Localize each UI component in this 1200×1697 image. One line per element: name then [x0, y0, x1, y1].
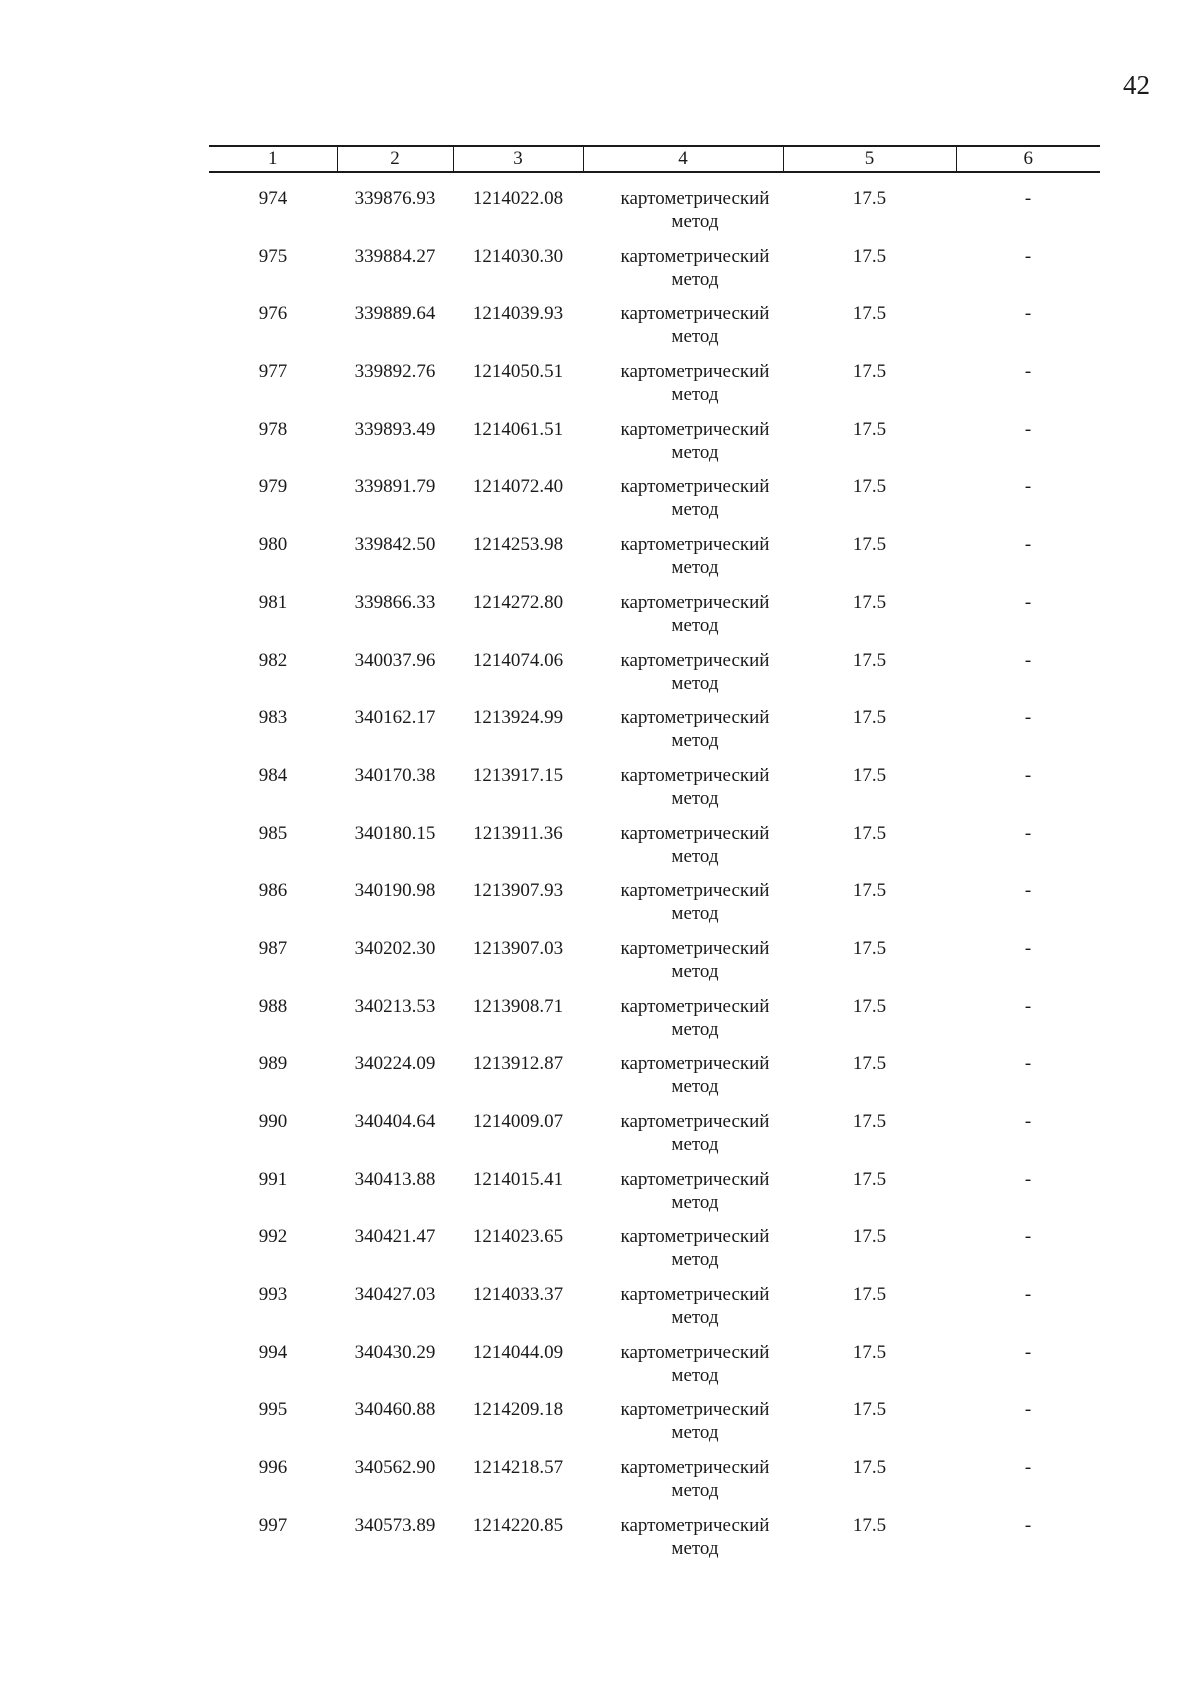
method-text-line: картометрический [620, 476, 770, 498]
table-row [209, 1514, 1100, 1572]
cell-accuracy: 17.5 [852, 995, 887, 1017]
page-number: 42 [1123, 70, 1150, 100]
cell-note: - [1024, 995, 1032, 1017]
cell-y-coordinate: 1213911.36 [473, 822, 563, 844]
table-row [209, 995, 1100, 1053]
table-row [209, 1225, 1100, 1283]
cell-y-coordinate: 1214023.65 [472, 1226, 564, 1248]
cell-x-coordinate: 339842.50 [354, 534, 436, 556]
cell-x-coordinate: 339866.33 [354, 591, 436, 613]
table-row [209, 1110, 1100, 1168]
cell-accuracy: 17.5 [852, 1168, 887, 1190]
cell-accuracy: 17.5 [852, 822, 887, 844]
cell-accuracy: 17.5 [852, 591, 887, 613]
cell-y-coordinate: 1213912.87 [472, 1053, 564, 1075]
method-text-line: метод [671, 1422, 719, 1444]
table-header [209, 146, 1100, 172]
method-text-line: метод [671, 903, 719, 925]
cell-method [583, 475, 783, 533]
table-row [209, 706, 1100, 764]
cell-point-number: 977 [258, 361, 288, 383]
method-text-line: картометрический [620, 1111, 770, 1132]
cell-method [583, 591, 783, 649]
cell-note: - [1024, 880, 1032, 902]
method-text-line: картометрический [620, 591, 770, 613]
cell-method [583, 1456, 783, 1514]
cell-note: - [1024, 649, 1032, 671]
column-header-2: 2 [337, 146, 453, 172]
table-row [209, 475, 1100, 533]
table-row [209, 360, 1100, 418]
cell-point-number: 974 [258, 188, 288, 209]
method-text-line: метод [671, 730, 719, 752]
cell-note: - [1024, 937, 1032, 959]
cell-y-coordinate: 1214050.51 [472, 361, 564, 383]
cell-x-coordinate: 340421.47 [354, 1226, 436, 1248]
method-text-line: картометрический [620, 303, 770, 325]
column-header-3: 3 [453, 146, 583, 172]
table-row [209, 418, 1100, 476]
method-text-line: метод [671, 1480, 719, 1502]
method-text-line: картометрический [620, 1226, 770, 1248]
cell-x-coordinate: 339893.49 [354, 418, 436, 440]
method-text-line: метод [671, 1307, 719, 1329]
table-row [209, 172, 1100, 245]
method-text-line: метод [671, 211, 719, 232]
cell-x-coordinate: 340562.90 [354, 1457, 436, 1479]
cell-method [583, 1168, 783, 1226]
cell-x-coordinate: 340190.98 [354, 880, 436, 902]
cell-accuracy: 17.5 [852, 303, 887, 325]
table-row [209, 764, 1100, 822]
cell-method [583, 1110, 783, 1168]
cell-x-coordinate: 339889.64 [354, 303, 436, 325]
cell-method [583, 706, 783, 764]
cell-accuracy: 17.5 [852, 476, 887, 498]
method-text-line: метод [671, 1134, 719, 1155]
cell-accuracy: 17.5 [852, 1457, 887, 1479]
method-text-line: метод [671, 1537, 719, 1559]
cell-method [583, 937, 783, 995]
method-text-line: картометрический [620, 188, 770, 209]
method-text-line: метод [671, 1191, 719, 1213]
cell-accuracy: 17.5 [852, 361, 887, 383]
cell-accuracy: 17.5 [852, 649, 887, 671]
cell-x-coordinate: 340430.29 [354, 1341, 436, 1363]
cell-x-coordinate: 340224.09 [354, 1053, 436, 1075]
cell-point-number: 986 [258, 880, 288, 902]
cell-y-coordinate: 1214044.09 [472, 1341, 564, 1363]
cell-method [583, 360, 783, 418]
cell-note: - [1024, 245, 1032, 267]
cell-x-coordinate: 340413.88 [354, 1168, 436, 1190]
cell-x-coordinate: 340213.53 [354, 995, 436, 1017]
table-body [209, 172, 1100, 1572]
table-row [209, 1052, 1100, 1110]
cell-point-number: 975 [258, 245, 288, 267]
cell-note: - [1024, 1514, 1032, 1536]
header-row [209, 146, 1100, 172]
cell-point-number: 993 [258, 1284, 288, 1306]
cell-accuracy: 17.5 [852, 1514, 887, 1536]
cell-note: - [1024, 476, 1032, 498]
cell-method [583, 822, 783, 880]
cell-point-number: 979 [258, 476, 288, 498]
cell-x-coordinate: 340180.15 [354, 822, 436, 844]
table-row [209, 245, 1100, 303]
cell-accuracy: 17.5 [852, 1111, 887, 1132]
cell-method [583, 1052, 783, 1110]
cell-y-coordinate: 1214272.80 [472, 591, 564, 613]
method-text-line: метод [671, 1364, 719, 1386]
cell-x-coordinate: 340427.03 [354, 1284, 436, 1306]
column-header-5: 5 [783, 146, 956, 172]
method-text-line: метод [671, 845, 719, 867]
cell-note: - [1024, 1341, 1032, 1363]
method-text-line: метод [671, 326, 719, 348]
cell-accuracy: 17.5 [852, 418, 887, 440]
cell-point-number: 985 [258, 822, 288, 844]
cell-method [583, 1283, 783, 1341]
cell-y-coordinate: 1214253.98 [472, 534, 564, 556]
table-row [209, 591, 1100, 649]
cell-y-coordinate: 1213908.71 [472, 995, 564, 1017]
cell-y-coordinate: 1214030.30 [472, 245, 564, 267]
cell-y-coordinate: 1214061.51 [472, 418, 564, 440]
method-text-line: картометрический [620, 764, 770, 786]
cell-note: - [1024, 764, 1032, 786]
table-row [209, 533, 1100, 591]
table-row [209, 1283, 1100, 1341]
cell-method [583, 1514, 783, 1572]
cell-x-coordinate: 340202.30 [354, 937, 436, 959]
method-text-line: картометрический [620, 707, 770, 729]
method-text-line: картометрический [620, 880, 770, 902]
cell-y-coordinate: 1214072.40 [472, 476, 564, 498]
cell-y-coordinate: 1213924.99 [472, 707, 564, 729]
cell-note: - [1024, 418, 1032, 440]
table-row [209, 1168, 1100, 1226]
cell-method [583, 245, 783, 303]
method-text-line: картометрический [620, 995, 770, 1017]
cell-note: - [1024, 361, 1032, 383]
method-text-line: метод [671, 787, 719, 809]
table-row [209, 302, 1100, 360]
table-row [209, 1341, 1100, 1399]
cell-y-coordinate: 1214015.41 [472, 1168, 564, 1190]
cell-note: - [1024, 1226, 1032, 1248]
cell-point-number: 994 [258, 1341, 288, 1363]
cell-point-number: 980 [258, 534, 288, 556]
cell-y-coordinate: 1213907.03 [472, 937, 564, 959]
cell-method [583, 649, 783, 707]
method-text-line: метод [671, 499, 719, 521]
cell-accuracy: 17.5 [852, 188, 887, 209]
cell-note: - [1024, 1168, 1032, 1190]
column-header-1: 1 [209, 146, 337, 172]
cell-x-coordinate: 339876.93 [354, 188, 436, 209]
cell-method [583, 1341, 783, 1399]
cell-point-number: 992 [258, 1226, 288, 1248]
coordinates-table [209, 145, 1100, 1572]
cell-point-number: 987 [258, 937, 288, 959]
table-row [209, 1398, 1100, 1456]
method-text-line: метод [671, 384, 719, 406]
method-text-line: метод [671, 960, 719, 982]
method-text-line: картометрический [620, 1053, 770, 1075]
cell-accuracy: 17.5 [852, 880, 887, 902]
cell-accuracy: 17.5 [852, 937, 887, 959]
cell-accuracy: 17.5 [852, 707, 887, 729]
cell-point-number: 997 [258, 1514, 288, 1536]
column-header-6: 6 [956, 146, 1100, 172]
method-text-line: картометрический [620, 1284, 770, 1306]
cell-y-coordinate: 1214218.57 [472, 1457, 564, 1479]
cell-x-coordinate: 339891.79 [354, 476, 436, 498]
cell-x-coordinate: 340162.17 [354, 707, 436, 729]
cell-accuracy: 17.5 [852, 764, 887, 786]
method-text-line: метод [671, 441, 719, 463]
cell-y-coordinate: 1213907.93 [472, 880, 564, 902]
cell-x-coordinate: 340573.89 [354, 1514, 436, 1536]
method-text-line: картометрический [620, 418, 770, 440]
cell-y-coordinate: 1214039.93 [472, 303, 564, 325]
cell-accuracy: 17.5 [852, 1053, 887, 1075]
cell-note: - [1024, 1053, 1032, 1075]
cell-note: - [1024, 303, 1032, 325]
cell-x-coordinate: 340404.64 [354, 1111, 436, 1132]
cell-note: - [1024, 591, 1032, 613]
cell-method [583, 879, 783, 937]
cell-point-number: 978 [258, 418, 288, 440]
method-text-line: метод [671, 557, 719, 579]
table-row [209, 1456, 1100, 1514]
cell-x-coordinate: 339892.76 [354, 361, 436, 383]
cell-note: - [1024, 822, 1032, 844]
cell-point-number: 991 [258, 1168, 288, 1190]
cell-method [583, 995, 783, 1053]
cell-note: - [1024, 1111, 1032, 1132]
method-text-line: картометрический [620, 1168, 770, 1190]
method-text-line: картометрический [620, 1514, 770, 1536]
table-row [209, 879, 1100, 937]
cell-note: - [1024, 1399, 1032, 1421]
cell-point-number: 982 [258, 649, 288, 671]
cell-method [583, 302, 783, 360]
cell-y-coordinate: 1214022.08 [472, 188, 564, 209]
method-text-line: метод [671, 672, 719, 694]
cell-note: - [1024, 534, 1032, 556]
cell-x-coordinate: 340037.96 [354, 649, 436, 671]
cell-accuracy: 17.5 [852, 1341, 887, 1363]
table-row [209, 937, 1100, 995]
cell-note: - [1024, 707, 1032, 729]
cell-y-coordinate: 1214033.37 [472, 1284, 564, 1306]
cell-method [583, 1225, 783, 1283]
method-text-line: картометрический [620, 937, 770, 959]
cell-x-coordinate: 340460.88 [354, 1399, 436, 1421]
cell-point-number: 996 [258, 1457, 288, 1479]
cell-accuracy: 17.5 [852, 1226, 887, 1248]
method-text-line: картометрический [620, 534, 770, 556]
cell-y-coordinate: 1213917.15 [472, 764, 564, 786]
table-row [209, 822, 1100, 880]
cell-method [583, 533, 783, 591]
cell-x-coordinate: 340170.38 [354, 764, 436, 786]
cell-point-number: 984 [258, 764, 288, 786]
method-text-line: картометрический [620, 1457, 770, 1479]
cell-note: - [1024, 1457, 1032, 1479]
cell-point-number: 981 [258, 591, 288, 613]
method-text-line: метод [671, 268, 719, 290]
cell-point-number: 976 [258, 303, 288, 325]
method-text-line: картометрический [620, 1341, 770, 1363]
cell-note: - [1024, 188, 1032, 209]
cell-x-coordinate: 339884.27 [354, 245, 436, 267]
method-text-line: метод [671, 614, 719, 636]
cell-point-number: 989 [258, 1053, 288, 1075]
method-text-line: картометрический [620, 361, 770, 383]
cell-method [583, 418, 783, 476]
method-text-line: картометрический [620, 822, 770, 844]
cell-point-number: 983 [258, 707, 288, 729]
table-row [209, 649, 1100, 707]
column-header-4: 4 [583, 146, 783, 172]
cell-accuracy: 17.5 [852, 1284, 887, 1306]
cell-point-number: 995 [258, 1399, 288, 1421]
method-text-line: метод [671, 1076, 719, 1098]
cell-method [583, 172, 783, 245]
cell-note: - [1024, 1284, 1032, 1306]
method-text-line: картометрический [620, 245, 770, 267]
cell-y-coordinate: 1214009.07 [472, 1111, 564, 1132]
cell-point-number: 988 [258, 995, 288, 1017]
cell-accuracy: 17.5 [852, 245, 887, 267]
cell-method [583, 764, 783, 822]
method-text-line: метод [671, 1018, 719, 1040]
cell-y-coordinate: 1214220.85 [472, 1514, 564, 1536]
method-text-line: метод [671, 1249, 719, 1271]
cell-accuracy: 17.5 [852, 534, 887, 556]
cell-method [583, 1398, 783, 1456]
cell-y-coordinate: 1214209.18 [472, 1399, 564, 1421]
cell-accuracy: 17.5 [852, 1399, 887, 1421]
method-text-line: картометрический [620, 1399, 770, 1421]
cell-y-coordinate: 1214074.06 [472, 649, 564, 671]
cell-point-number: 990 [258, 1111, 288, 1132]
method-text-line: картометрический [620, 649, 770, 671]
